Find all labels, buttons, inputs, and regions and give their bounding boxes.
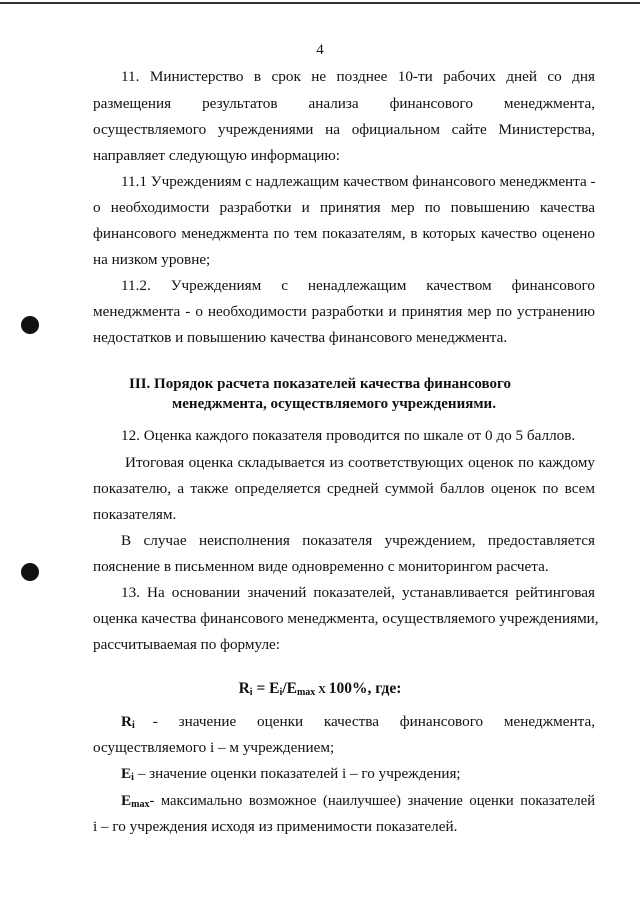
section-title: менеджмента, осуществляемого учреждениями. <box>172 396 496 412</box>
scan-top-border <box>0 2 640 4</box>
paragraph-11-1-line: 11.1 Учреждениям с надлежащим качеством финансового менеджмента - <box>121 173 596 190</box>
paragraph-13-line: оценка качества финансового менеджмента, осуществляемого учреждениями, <box>93 610 599 627</box>
paragraph-11-line: 11. Министерство в срок не позднее 10-ти рабочих дней со дня <box>121 68 595 85</box>
definition-ei-text: – значение оценки показателей i – го учреждения; <box>133 765 461 782</box>
formula-e-sub: i <box>279 687 283 698</box>
definition-ri-line: осуществляемого i – м учреждением; <box>93 739 335 756</box>
definition-ei-symbol: $E_i$ <box>121 765 134 783</box>
paragraph-total-line: показателю, а также определяется средней суммой баллов оценок по всем <box>93 480 595 497</box>
paragraph-11-1-line: о необходимости разработки и принятия мер по повышению качества <box>93 199 595 216</box>
definition-emax-symbol: $E_{max}$ <box>121 792 150 810</box>
paragraph-11-1-line: финансового менеджмента по тем показателям, в которых качество оценено <box>93 225 595 242</box>
definition-emax-line: i – го учреждения исходя из применимости показателей. <box>93 818 458 835</box>
section-title: III. Порядок расчета показателей качества финансового <box>129 376 511 392</box>
definition-ri <box>121 712 595 736</box>
paragraph-11-1-line: на низком уровне; <box>93 251 211 268</box>
formula-eq: = <box>252 680 270 697</box>
formula-slash: / <box>282 680 287 697</box>
page-number: 4 <box>316 42 324 58</box>
formula-emax: E <box>286 680 297 697</box>
formula-emax-sub: max <box>296 687 316 698</box>
paragraph-failure-line: пояснение в письменном виде одновременно с мониторингом расчета. <box>93 558 549 575</box>
formula-r: R <box>238 680 250 697</box>
paragraph-11-2-line: недостатков и повышению качества финансового менеджмента. <box>93 329 508 346</box>
paragraph-13-line: рассчитываемая по формуле: <box>93 636 280 653</box>
paragraph-11-2-line: менеджмента - о необходимости разработки и принятия мер по устранению <box>93 303 595 320</box>
paragraph-11-2-line: 11.2. Учреждениям с ненадлежащим качеством финансового <box>121 277 595 294</box>
paragraph-13-line: 13. На основании значений показателей, устанавливается рейтинговая <box>121 584 595 601</box>
definition-ri-symbol: $R_i$ <box>121 713 135 731</box>
rating-formula <box>0 679 640 703</box>
paragraph-11-line: размещения результатов анализа финансового менеджмента, <box>93 95 595 112</box>
definition-ri-text: - значение оценки качества финансового менеджмента, <box>152 713 595 730</box>
paragraph-failure-line: В случае неисполнения показателя учреждением, предоставляется <box>121 532 595 549</box>
formula-percent: 100%, где: <box>328 680 402 697</box>
paragraph-12-line: 12. Оценка каждого показателя проводится по шкале от 0 до 5 баллов. <box>121 427 576 444</box>
definition-emax <box>121 791 595 815</box>
paragraph-11-line: направляет следующую информацию: <box>93 147 340 164</box>
definition-emax-text: - максимально возможное (наилучшее) значение оценки показателей <box>149 793 595 809</box>
formula-times: X <box>315 684 329 696</box>
paragraph-total-line: Итоговая оценка складывается из соответствующих оценок по каждому <box>125 454 595 471</box>
paragraph-total-line: показателям. <box>93 506 177 523</box>
formula-r-sub: i <box>249 687 253 698</box>
formula-e: E <box>269 680 280 697</box>
definition-ei <box>121 764 461 788</box>
paragraph-11-line: осуществляемого учреждениями на официальном сайте Министерства, <box>93 121 595 138</box>
punch-hole-mark <box>21 316 39 334</box>
punch-hole-mark <box>21 563 39 581</box>
